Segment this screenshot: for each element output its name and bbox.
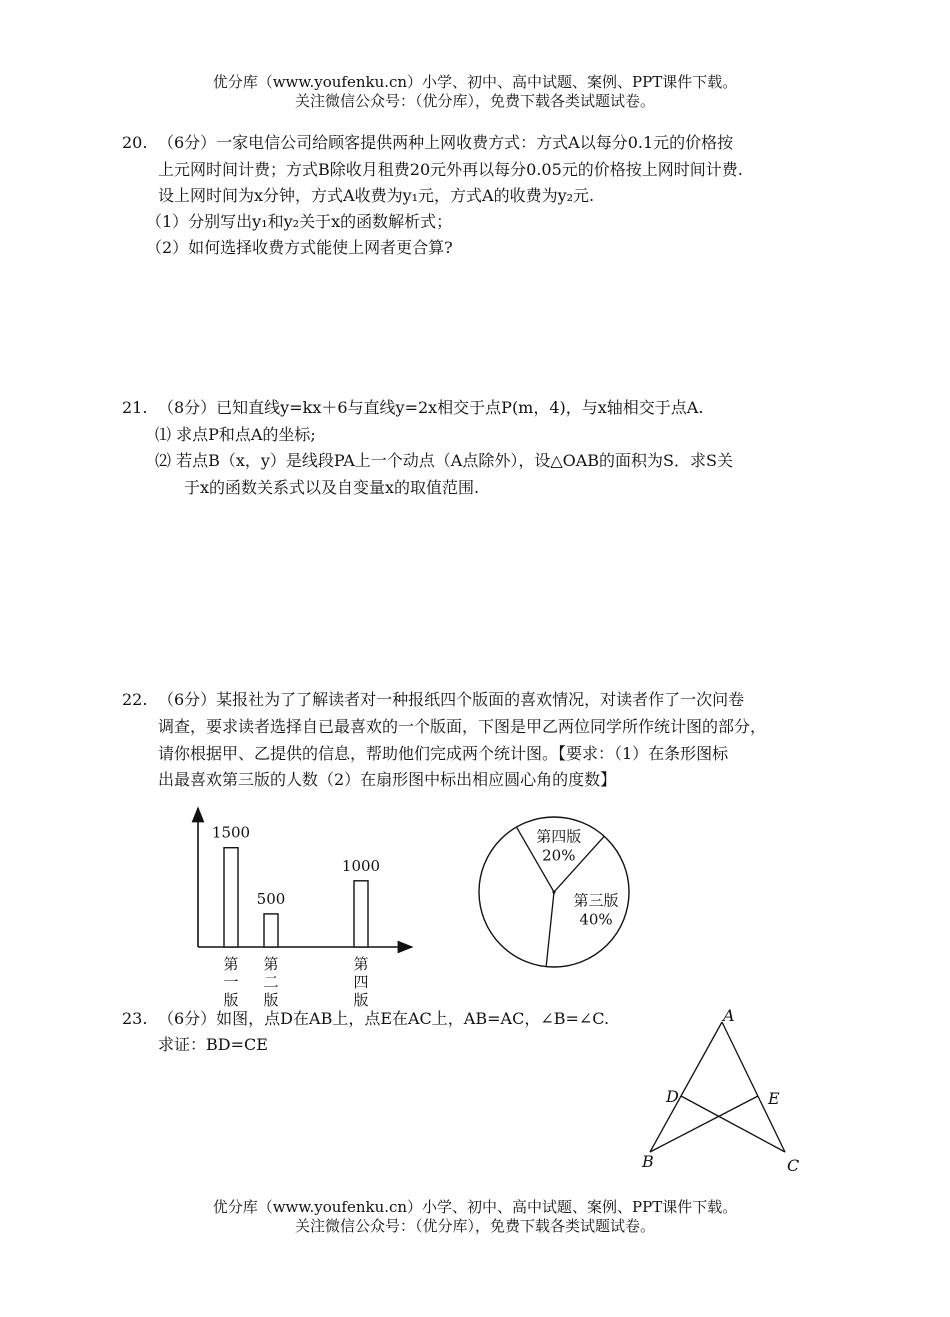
point-label-b: B	[642, 1152, 654, 1171]
bar-value-label: 1000	[341, 856, 381, 875]
question-number: 22.	[122, 690, 148, 709]
point-label-c: C	[787, 1156, 800, 1175]
point-label-a: A	[723, 1006, 735, 1025]
footer-line-1: 优分库（www.youfenku.cn）小学、初中、高中试题、案例、PPT课件下载。	[212, 1198, 738, 1216]
header-line-1: 优分库（www.youfenku.cn）小学、初中、高中试题、案例、PPT课件下载。	[212, 73, 738, 91]
pie-chart	[470, 808, 650, 973]
segment-ac	[722, 1022, 785, 1152]
sub-question-1: ⑴ 求点P和点A的坐标;	[155, 425, 316, 444]
category-label-char: 一	[223, 973, 239, 991]
category-label-char: 版	[263, 991, 279, 1009]
bar-value-label: 1500	[211, 823, 251, 842]
sub-question-2: （2）如何选择收费方式能使上网者更合算?	[146, 238, 453, 257]
pie-center	[552, 890, 555, 893]
category-label-char: 第	[223, 955, 239, 973]
sub-question-2-cont: 于x的函数关系式以及自变量x的取值范围.	[184, 478, 480, 497]
question-text: （8分）已知直线y=kx＋6与直线y=2x相交于点P(m，4)，与x轴相交于点A.	[158, 398, 704, 417]
question-text: （6分）一家电信公司给顾客提供两种上网收费方式：方式A以每分0.1元的价格按	[158, 133, 734, 152]
sub-question-2: ⑵ 若点B（x，y）是线段PA上一个动点（A点除外），设△OAB的面积为S．求S关	[155, 451, 733, 470]
question-text: 调查，要求读者选择自已最喜欢的一个版面，下图是甲乙两位同学所作统计图的部分，	[158, 717, 767, 736]
bar-2	[264, 914, 278, 947]
category-label-char: 版	[223, 991, 239, 1009]
question-text: 设上网时间为x分钟，方式A收费为y₁元，方式A的收费为y₂元.	[158, 186, 595, 205]
question-number: 21.	[122, 398, 148, 417]
question-text: 出最喜欢第三版的人数（2）在扇形图中标出相应圆心角的度数】	[158, 770, 617, 789]
question-text: 求证：BD=CE	[158, 1035, 268, 1054]
point-label-e: E	[768, 1089, 780, 1108]
category-label-char: 第	[263, 955, 279, 973]
slice-percent-label: 20%	[542, 846, 576, 865]
category-label-char: 四	[353, 973, 369, 991]
category-label-char: 第	[353, 955, 369, 973]
category-label-char: 二	[263, 973, 279, 991]
point-label-d: D	[666, 1087, 679, 1106]
slice-percent-label: 40%	[579, 910, 613, 929]
question-text: （6分）如图，点D在AB上，点E在AC上，AB=AC，∠B=∠C.	[158, 1009, 610, 1028]
header-line-2: 关注微信公众号：（优分库），免费下载各类试题试卷。	[294, 92, 655, 110]
slice-name-label: 第四版	[536, 827, 582, 846]
segment-ab	[650, 1022, 722, 1152]
bar-4	[354, 881, 368, 947]
question-text: 上元网时间计费；方式B除收月租费20元外再以每分0.05元的价格按上网时间计费.	[158, 160, 743, 179]
question-number: 23.	[122, 1009, 148, 1028]
bar-1	[224, 848, 238, 947]
triangle-figure	[630, 1000, 810, 1180]
sub-question-1: （1）分别写出y₁和y₂关于x的函数解析式；	[146, 212, 453, 231]
slice-name-label: 第三版	[573, 891, 619, 910]
category-label-char: 版	[353, 991, 369, 1009]
footer-line-2: 关注微信公众号：（优分库），免费下载各类试题试卷。	[294, 1217, 655, 1235]
question-text: （6分）某报社为了了解读者对一种报纸四个版面的喜欢情况，对读者作了一次问卷	[158, 690, 745, 709]
question-number: 20.	[122, 133, 148, 152]
question-text: 请你根据甲、乙提供的信息，帮助他们完成两个统计图。【要求：（1）在条形图标	[158, 744, 729, 763]
bar-value-label: 500	[256, 889, 286, 908]
bar-chart	[180, 800, 440, 1015]
